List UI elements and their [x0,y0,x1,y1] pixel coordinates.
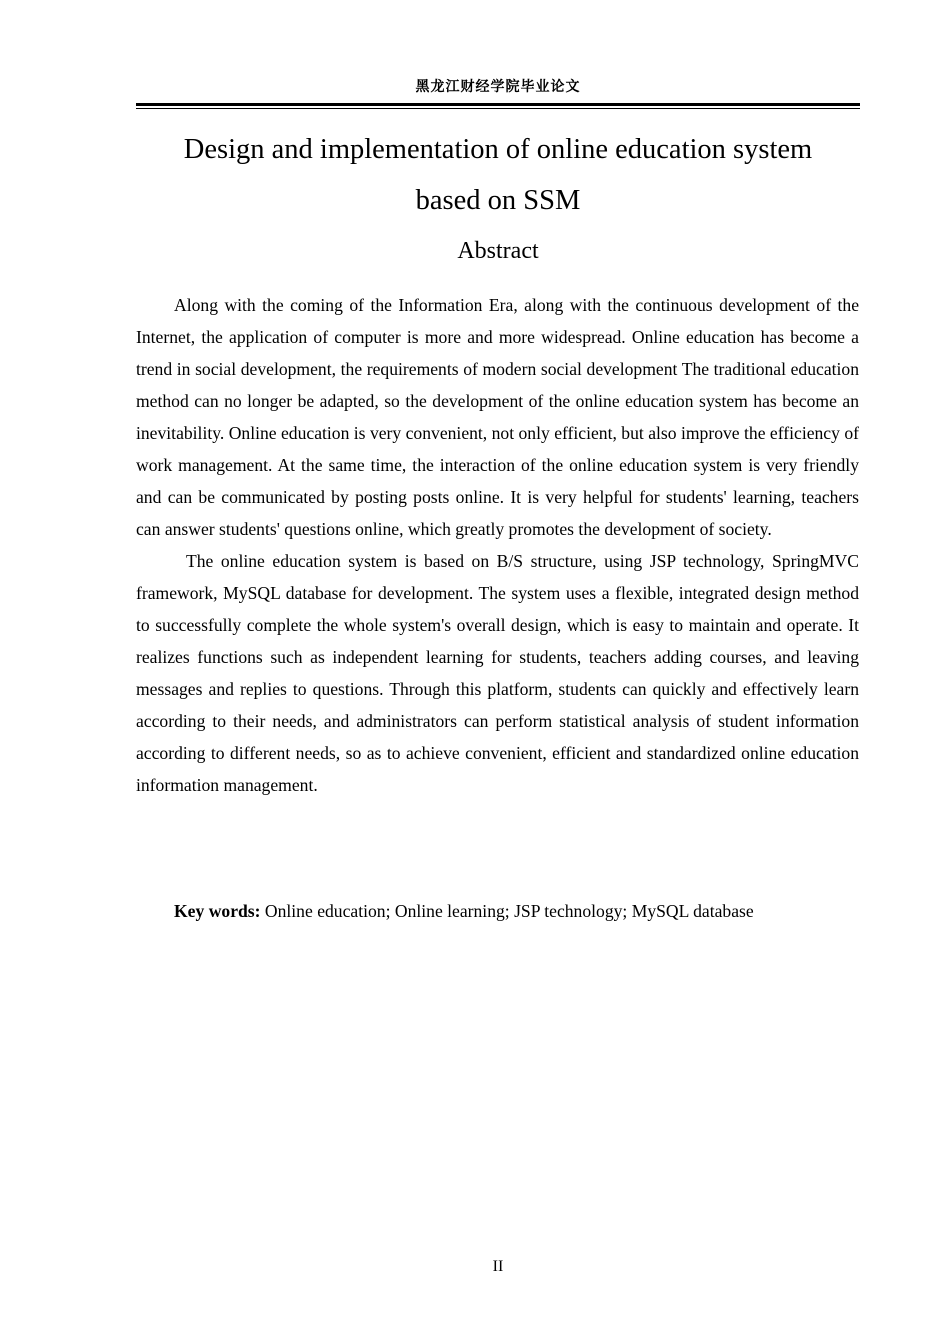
keywords-label: Key words: [174,901,261,921]
abstract-paragraph: The online education system is based on B/S structure, using JSP technology, SpringMVC framework, MySQL database for development. The system uses a flexible, integrated design method to successfully complete the whole system's overall design, which is easy to maintain and operate. It realizes functions such as independent learning for students, teachers adding courses, and leaving messages and replies to questions. Through this platform, students can quickly and effectively learn according to their needs, and administrators can perform statistical analysis of student information according to different needs, so as to achieve convenient, efficient and standardized online education information management. [136,551,859,795]
header-rule-thin [136,108,860,109]
abstract-paragraph: Along with the coming of the Information Era, along with the continuous development of the Internet, the application of computer is more and more widespread. Online education has become a trend in social development, the requirements of modern social development The traditional education method can no longer be adapted, so the development of the online education system has become an inevitability. Online education is very convenient, not only efficient, but also improve the efficiency of work management. At the same time, the interaction of the online education system is very friendly and can be communicated by posting posts online. It is very helpful for students' learning, teachers can answer students' questions online, which greatly promotes the development of society. [136,295,859,539]
abstract-heading: Abstract [457,238,539,264]
header-rule-thick [136,103,860,106]
paper-title-line-2: based on SSM [415,185,581,216]
running-header: 黑龙江财经学院毕业论文 [415,79,581,95]
keywords-line [174,895,864,927]
abstract-body [136,289,859,801]
page-number: II [492,1258,504,1275]
keywords-text: Online education; Online learning; JSP technology; MySQL database [264,901,754,921]
paper-title-line-1: Design and implementation of online education system [183,134,813,165]
paper-title [136,124,860,226]
